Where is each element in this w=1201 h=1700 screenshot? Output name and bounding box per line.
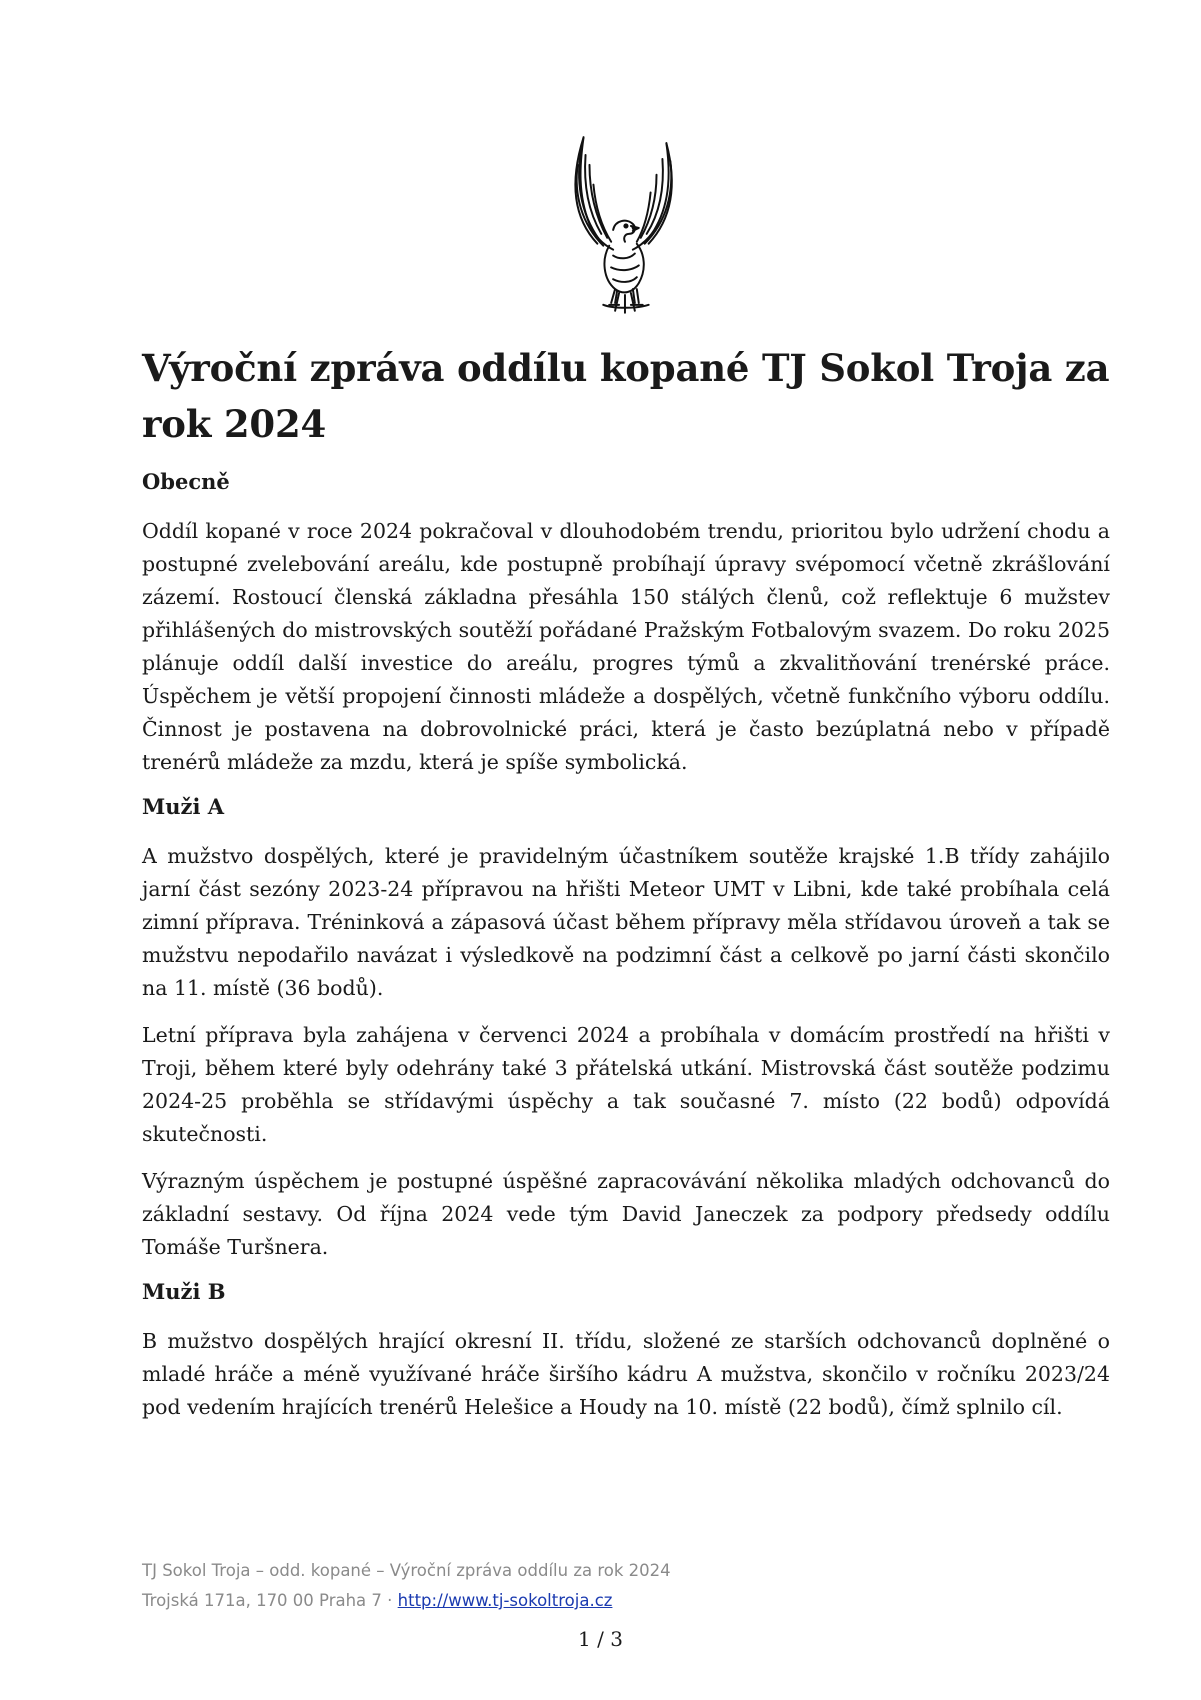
page-title: Výroční zpráva oddílu kopané TJ Sokol Troja za rok 2024 [142, 346, 1110, 446]
section-heading-obecne: Obecně [142, 469, 230, 494]
eagle-icon [554, 134, 692, 314]
footer-line-title: TJ Sokol Troja – odd. kopané – Výroční zpráva oddílu za rok 2024 [142, 1561, 671, 1580]
page-number: 1 / 3 [578, 1627, 623, 1651]
eagle-logo [554, 134, 692, 314]
section-heading-muzi-b: Muži B [142, 1279, 226, 1304]
section-heading-muzi-a: Muži A [142, 794, 225, 819]
paragraph: A mužstvo dospělých, které je pravidelným účastníkem soutěže krajské 1.B třídy zahájilo jarní část sezóny 2023-24 přípravou na hřišti Meteor UMT v Libni, kde také probíhala celá zimní příprava. Tréninková a zápasová účast během přípravy měla střídavou úroveň a tak se mužstvu nepodařilo navázat i výsledkově na podzimní část a celkově po jarní části skončilo na 11. místě (36 bodů). [142, 844, 1110, 1000]
website-link[interactable]: http://www.tj-sokoltroja.cz [397, 1591, 613, 1610]
paragraph: B mužstvo dospělých hrající okresní II. třídu, složené ze starších odchovanců doplněné o mladé hráče a méně využívané hráče širšího kádru A mužstva, skončilo v ročníku 2023/24 pod vedením hrajících trenérů Helešice a Houdy na 10. místě (22 bodů), čímž splnilo cíl. [142, 1329, 1110, 1419]
footer-address: Trojská 171a, 170 00 Praha 7 · [142, 1591, 398, 1610]
paragraph: Oddíl kopané v roce 2024 pokračoval v dlouhodobém trendu, prioritou bylo udržení chodu a postupné zvelebování areálu, kde postupně probíhají úpravy svépomocí včetně zkrášlování zázemí. Rostoucí členská základna přesáhla 150 stálých členů, což reflektuje 6 mužstev přihlášených do mistrovských soutěží pořádané Pražským Fotbalovým svazem. Do roku 2025 plánuje oddíl další investice do areálu, progres týmů a zkvalitňování trenérské práce. Úspěchem je větší propojení činnosti mládeže a dospělých, včetně funkčního výboru oddílu. Činnost je postavena na dobrovolnické práci, která je často bezúplatná nebo v případě trenérů mládeže za mzdu, která je spíše symbolická. [142, 519, 1110, 774]
paragraph: Letní příprava byla zahájena v červenci 2024 a probíhala v domácím prostředí na hřišti v Troji, během které byly odehrány také 3 přátelská utkání. Mistrovská část soutěže podzimu 2024-25 proběhla se střídavými úspěchy a tak současné 7. místo (22 bodů) odpovídá skutečnosti. [142, 1023, 1110, 1146]
paragraph: Výrazným úspěchem je postupné úspěšné zapracovávání několika mladých odchovanců do základní sestavy. Od října 2024 vede tým David Janeczek za podpory předsedy oddílu Tomáše Turšnera. [142, 1169, 1110, 1259]
document-body [142, 340, 1110, 1438]
page-footer [142, 1556, 671, 1616]
footer-line-address [142, 1586, 671, 1616]
